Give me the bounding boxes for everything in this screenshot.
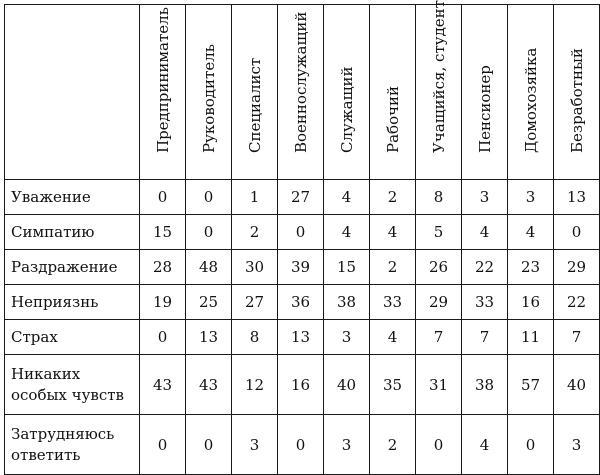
table-cell: 5 bbox=[416, 215, 462, 250]
table-row bbox=[5, 250, 600, 285]
table-cell: 22 bbox=[462, 250, 508, 285]
table-cell: 0 bbox=[140, 320, 186, 355]
table-row bbox=[5, 285, 600, 320]
row-label: Затрудняюсь ответить bbox=[5, 415, 140, 475]
table-cell: 29 bbox=[416, 285, 462, 320]
table-cell: 3 bbox=[554, 415, 600, 475]
attitude-table bbox=[4, 0, 600, 475]
column-header: Учащийся, студент bbox=[416, 5, 462, 180]
table-cell: 16 bbox=[508, 285, 554, 320]
table-cell: 0 bbox=[186, 180, 232, 215]
table-cell: 2 bbox=[232, 215, 278, 250]
table-cell: 7 bbox=[462, 320, 508, 355]
corner-cell bbox=[5, 5, 140, 180]
table-cell: 7 bbox=[416, 320, 462, 355]
table-cell: 16 bbox=[278, 355, 324, 415]
table-cell: 23 bbox=[508, 250, 554, 285]
column-header: Домохозяйка bbox=[508, 5, 554, 180]
row-label: Неприязнь bbox=[5, 285, 140, 320]
row-label: Страх bbox=[5, 320, 140, 355]
column-header: Военнослужащий bbox=[278, 5, 324, 180]
table-cell: 4 bbox=[370, 320, 416, 355]
row-label: Раздражение bbox=[5, 250, 140, 285]
table-row bbox=[5, 215, 600, 250]
table-cell: 30 bbox=[232, 250, 278, 285]
table-cell: 0 bbox=[186, 215, 232, 250]
table-cell: 3 bbox=[232, 415, 278, 475]
table-row bbox=[5, 355, 600, 415]
table-cell: 28 bbox=[140, 250, 186, 285]
table-cell: 36 bbox=[278, 285, 324, 320]
table-cell: 22 bbox=[554, 285, 600, 320]
table-row bbox=[5, 180, 600, 215]
table-cell: 13 bbox=[186, 320, 232, 355]
row-label: Никаких особых чувств bbox=[5, 355, 140, 415]
table-cell: 2 bbox=[370, 415, 416, 475]
table-cell: 7 bbox=[554, 320, 600, 355]
table-cell: 4 bbox=[324, 215, 370, 250]
header-row bbox=[5, 5, 600, 180]
table-cell: 13 bbox=[554, 180, 600, 215]
table-body bbox=[5, 180, 600, 475]
table-cell: 15 bbox=[324, 250, 370, 285]
table-cell: 2 bbox=[370, 250, 416, 285]
table-cell: 3 bbox=[324, 320, 370, 355]
table-cell: 27 bbox=[232, 285, 278, 320]
column-header: Рабочий bbox=[370, 5, 416, 180]
table-cell: 12 bbox=[232, 355, 278, 415]
table-cell: 0 bbox=[140, 180, 186, 215]
table-cell: 38 bbox=[462, 355, 508, 415]
table-cell: 48 bbox=[186, 250, 232, 285]
table-cell: 33 bbox=[462, 285, 508, 320]
table-cell: 13 bbox=[278, 320, 324, 355]
table-cell: 8 bbox=[416, 180, 462, 215]
column-header: Пенсионер bbox=[462, 5, 508, 180]
table-cell: 29 bbox=[554, 250, 600, 285]
table-cell: 0 bbox=[508, 415, 554, 475]
table-cell: 26 bbox=[416, 250, 462, 285]
table-row bbox=[5, 415, 600, 475]
table-cell: 0 bbox=[278, 215, 324, 250]
table-cell: 0 bbox=[554, 215, 600, 250]
table-cell: 0 bbox=[278, 415, 324, 475]
table-cell: 4 bbox=[324, 180, 370, 215]
table-cell: 3 bbox=[324, 415, 370, 475]
table-cell: 4 bbox=[462, 415, 508, 475]
column-header: Служащий bbox=[324, 5, 370, 180]
table-cell: 3 bbox=[462, 180, 508, 215]
table-row bbox=[5, 320, 600, 355]
table-cell: 4 bbox=[462, 215, 508, 250]
table-cell: 11 bbox=[508, 320, 554, 355]
table-cell: 25 bbox=[186, 285, 232, 320]
table-cell: 39 bbox=[278, 250, 324, 285]
row-label: Уважение bbox=[5, 180, 140, 215]
table-cell: 0 bbox=[186, 415, 232, 475]
table-cell: 38 bbox=[324, 285, 370, 320]
table-cell: 27 bbox=[278, 180, 324, 215]
table-cell: 4 bbox=[508, 215, 554, 250]
column-header: Предприниматель bbox=[140, 5, 186, 180]
column-header: Безработный bbox=[554, 5, 600, 180]
column-header: Специалист bbox=[232, 5, 278, 180]
table-cell: 0 bbox=[416, 415, 462, 475]
table-cell: 0 bbox=[140, 415, 186, 475]
table-cell: 57 bbox=[508, 355, 554, 415]
table-cell: 3 bbox=[508, 180, 554, 215]
table-cell: 1 bbox=[232, 180, 278, 215]
table-cell: 35 bbox=[370, 355, 416, 415]
table-cell: 8 bbox=[232, 320, 278, 355]
table-cell: 40 bbox=[554, 355, 600, 415]
table-cell: 40 bbox=[324, 355, 370, 415]
table-cell: 43 bbox=[140, 355, 186, 415]
table-cell: 19 bbox=[140, 285, 186, 320]
row-label: Симпатию bbox=[5, 215, 140, 250]
table-cell: 4 bbox=[370, 215, 416, 250]
table-cell: 31 bbox=[416, 355, 462, 415]
table-cell: 15 bbox=[140, 215, 186, 250]
table-cell: 33 bbox=[370, 285, 416, 320]
table-cell: 43 bbox=[186, 355, 232, 415]
table-cell: 2 bbox=[370, 180, 416, 215]
column-header: Руководитель bbox=[186, 5, 232, 180]
